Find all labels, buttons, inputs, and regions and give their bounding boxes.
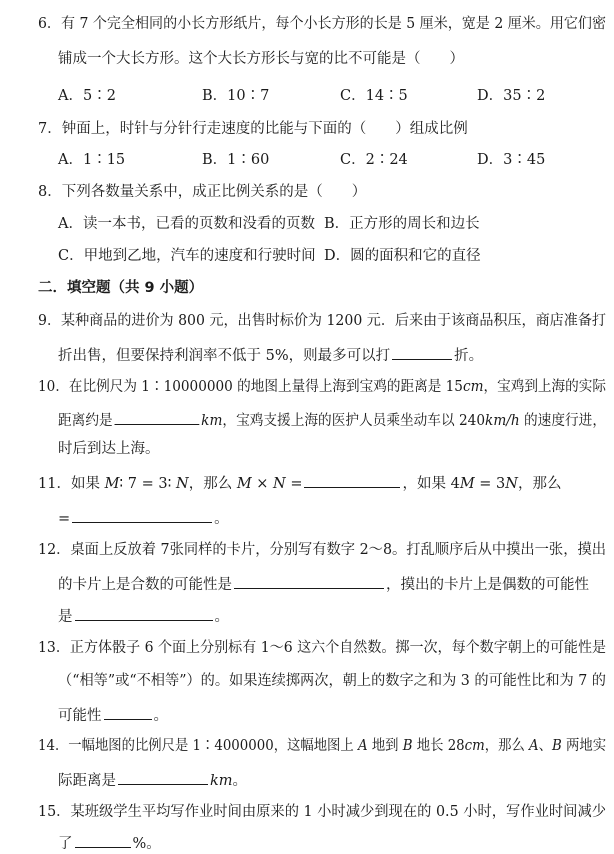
q9-text-a: 折出售，但要保持利润率不低于 5%，则最多可以打 [58, 348, 391, 364]
q12-line1: 12．桌面上反放着 7张同样的卡片，分别写有数字 2～8。打乱顺序后从中摸出一张，摸出 [38, 542, 606, 558]
q15-answer-blank[interactable] [75, 832, 131, 848]
q12-answer-blank-even[interactable] [75, 605, 213, 621]
q11-text-b: ∶ 7 = 3∶ [119, 476, 177, 492]
q11-var-n: N [176, 476, 189, 492]
q15-line2 [58, 832, 161, 854]
q13-text-a: 可能性 [58, 708, 102, 724]
q12-line2 [58, 573, 589, 595]
q13-line1: 13．正方体骰子 6 个面上分别标有 1～6 这六个自然数。掷一次，每个数字朝上的可能性是 [38, 640, 607, 656]
q14-text-e: 、 [538, 738, 552, 754]
q10-text-d: ，宝鸡支援上海的医护人员乘坐动车以 240 [222, 413, 486, 429]
q14-answer-blank[interactable] [118, 769, 208, 785]
q11-text-h: = [58, 511, 71, 527]
q11-text-f: = 3 [474, 476, 506, 492]
q12-text-b: ，摸出的卡片上是偶数的可能性 [386, 577, 589, 593]
q10-text-f: 时后到达上海。 [58, 441, 160, 457]
q11-text-d: = [285, 476, 303, 492]
q15-line1: 15．某班级学生平均写作业时间由原来的 1 小时减少到现在的 0.5 小时，写作业时间减少 [38, 804, 607, 820]
q9-line1: 9．某种商品的进价为 800 元，出售时标价为 1200 元．后来由于该商品积压，商店准备打 [38, 313, 606, 329]
q11-answer-blank-ratio[interactable] [72, 507, 212, 523]
q8-option-b: B．正方形的周长和边长 [324, 216, 480, 232]
q10-text-b: ，宝鸡到上海的实际 [483, 379, 606, 395]
q14-unit-km: km [210, 773, 233, 789]
q14-line2 [58, 769, 247, 791]
q6-line1: 6．有 7 个完全相同的小长方形纸片，每个小长方形的长是 5 厘米，宽是 2 厘米。用它们密 [38, 16, 607, 32]
q7-option-a: A．1∶15 [58, 152, 126, 168]
q13-text-b: 。 [153, 708, 168, 724]
q8-option-a: A．读一本书，已看的页数和没看的页数 [58, 216, 315, 232]
q15-text-b: %。 [132, 836, 161, 852]
q7-option-d: D．3∶45 [477, 152, 546, 168]
q13-line3 [58, 704, 168, 726]
q11-text-a: 11．如果 [38, 476, 105, 492]
q14-point-b: B [402, 738, 413, 754]
q14-text-b: 地到 [367, 738, 403, 754]
q14-point-a: A [357, 738, 368, 754]
q10-answer-blank-distance[interactable] [115, 409, 200, 425]
q6-option-d: D．35∶2 [477, 88, 546, 104]
q11-var-mxn: M × N [236, 476, 286, 492]
q11-answer-blank-product[interactable] [304, 472, 400, 488]
q14-text-a: 14．一幅地图的比例尺是 1∶4000000，这幅地图上 [38, 738, 358, 754]
q7-option-c: C．2∶24 [340, 152, 408, 168]
q14-point-a2: A [529, 738, 539, 754]
q12-answer-blank-composite[interactable] [234, 573, 384, 589]
q10-unit-km: km [201, 413, 223, 429]
q10-text-e: 的速度行进， [519, 413, 606, 429]
q8-option-d: D．圆的面积和它的直径 [324, 248, 481, 264]
q9-answer-blank[interactable] [392, 344, 452, 360]
q14-text-c: 地长 28 [412, 738, 465, 754]
q7-option-b: B．1∶60 [202, 152, 270, 168]
q6-line2: 铺成一个大长方形。这个大长方形长与宽的比不可能是（ ） [58, 51, 464, 67]
q10-unit-cm: cm [462, 379, 484, 395]
q14-unit-cm: cm [464, 738, 485, 754]
q10-text-c: 距离约是 [58, 413, 113, 429]
q14-text-h: 。 [232, 773, 248, 789]
q9-line2 [58, 344, 483, 366]
q8-line1: 8．下列各数量关系中，成正比例关系的是（ ） [38, 184, 367, 200]
q10-unit-kmh: km/h [485, 413, 520, 429]
q6-option-c: C．14∶5 [340, 88, 408, 104]
q9-text-b: 折。 [454, 348, 484, 364]
q12-text-a: 的卡片上是合数的可能性是 [58, 577, 232, 593]
q12-text-d: 。 [214, 609, 229, 625]
q14-point-b2: B [551, 738, 562, 754]
q14-line1 [38, 736, 606, 756]
q7-line1: 7．钟面上，时针与分针行走速度的比能与下面的（ ）组成比例 [38, 121, 468, 137]
q11-line2 [58, 507, 229, 529]
q11-var-n2: N [505, 476, 518, 492]
q10-line3 [58, 439, 160, 459]
q6-option-b: B．10∶7 [202, 88, 270, 104]
q14-text-g: 际距离是 [58, 773, 116, 789]
q13-answer-blank[interactable] [104, 704, 152, 720]
q12-line3 [58, 605, 229, 627]
q11-text-c: ，那么 [188, 476, 237, 492]
q11-text-i: 。 [214, 511, 229, 527]
q8-option-c: C．甲地到乙地，汽车的速度和行驶时间 [58, 248, 316, 264]
section-heading: 二．填空题（共 9 小题） [38, 280, 204, 296]
q11-var-m2: M [459, 476, 475, 492]
q11-text-e: ，如果 4 [402, 476, 460, 492]
q6-option-a: A．5∶2 [58, 88, 116, 104]
q14-text-f: 两地实 [561, 738, 607, 754]
q11-text-g: ，那么 [517, 476, 562, 492]
q13-line2: （“相等”或“不相等”）的。如果连续掷两次，朝上的数字之和为 3 的可能性比和为 7 的 [58, 673, 607, 689]
q11-var-m: M [104, 476, 120, 492]
q11-line1 [38, 472, 561, 494]
q10-text-a: 10．在比例尺为 1∶10000000 的地图上量得上海到宝鸡的距离是 15 [38, 379, 463, 395]
q14-text-d: ，那么 [484, 738, 530, 754]
q10-line2 [58, 409, 606, 431]
q10-line1 [38, 377, 606, 397]
q15-text-a: 了 [58, 836, 73, 852]
q12-text-c: 是 [58, 609, 73, 625]
